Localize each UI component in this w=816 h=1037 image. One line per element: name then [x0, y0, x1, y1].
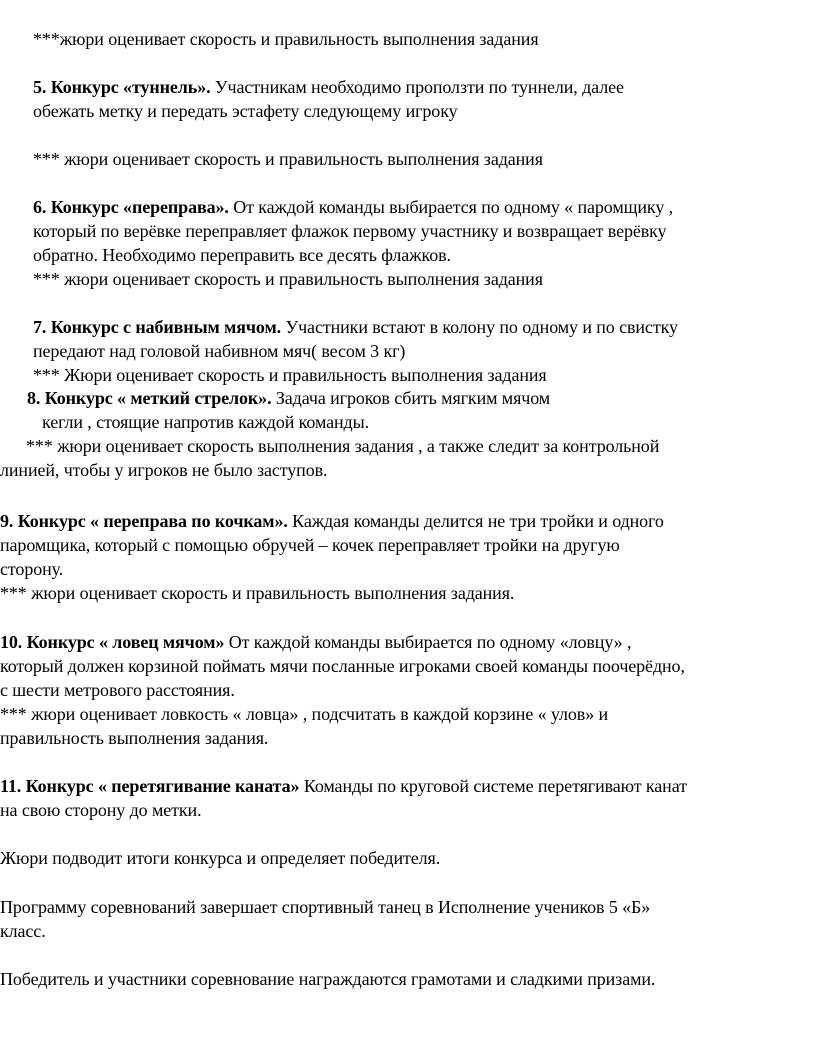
text-line: *** Жюри оценивает скорость и правильность выполнения задания — [33, 365, 547, 385]
section-title: 8. Конкурс « меткий стрелок». — [27, 388, 272, 408]
section-title: 7. Конкурс с набивным мячом. — [33, 317, 282, 337]
section-heading-line: 5. Конкурс «туннель». Участникам необходимо проползти по туннели, далее — [33, 77, 624, 97]
section-heading-line: 8. Конкурс « меткий стрелок». Задача игроков сбить мягким мячом — [27, 388, 551, 408]
text-line: обежать метку и передать эстафету следующему игроку — [33, 101, 458, 121]
text-line: *** жюри оценивает скорость и правильность выполнения задания — [33, 269, 543, 289]
text-line: класс. — [0, 921, 46, 941]
text-line: правильность выполнения задания. — [0, 728, 269, 748]
text-line: Программу соревнований завершает спортивный танец в Исполнение учеников 5 «Б» — [0, 897, 651, 917]
section-heading-line: 7. Конкурс с набивным мячом. Участники встают в колону по одному и по свистку — [33, 317, 678, 337]
text-line: *** жюри оценивает скорость и правильность выполнения задания. — [0, 583, 515, 603]
section-heading-line: 10. Конкурс « ловец мячом» От каждой команды выбирается по одному «ловцу» , — [0, 632, 632, 652]
section-heading-line: 11. Конкурс « перетягивание каната» Команды по круговой системе перетягивают канат — [0, 776, 687, 796]
text-line: линией, чтобы у игроков не было заступов. — [0, 460, 328, 480]
section-heading-line: 6. Конкурс «переправа». От каждой команды выбирается по одному « паромщику , — [33, 197, 674, 217]
text-line: который должен корзиной поймать мячи посланные игроками своей команды поочерёдно, — [0, 656, 685, 676]
section-title: 9. Конкурс « переправа по кочкам». — [0, 511, 288, 531]
section-title: 6. Конкурс «переправа». — [33, 197, 229, 217]
text-line: который по верёвке переправляет флажок первому участнику и возвращает верёвку — [33, 221, 667, 241]
section-title: 10. Конкурс « ловец мячом» — [0, 632, 225, 652]
section-title: 11. Конкурс « перетягивание каната» — [0, 776, 300, 796]
text-line: передают над головой набивном мяч( весом 3 кг) — [33, 341, 406, 361]
text-line: на свою сторону до метки. — [0, 800, 202, 820]
text-line: сторону. — [0, 559, 64, 579]
text-line: Победитель и участники соревнование награждаются грамотами и сладкими призами. — [0, 969, 656, 989]
text-line: *** жюри оценивает скорость и правильность выполнения задания — [33, 149, 543, 169]
text-line: ***жюри оценивает скорость и правильность выполнения задания — [33, 29, 539, 49]
text-line: с шести метрового расстояния. — [0, 680, 235, 700]
text-line: кегли , стоящие напротив каждой команды. — [42, 412, 370, 432]
text-line: *** жюри оценивает скорость выполнения задания , а также следит за контрольной — [26, 436, 660, 456]
text-line: обратно. Необходимо переправить все десять флажков. — [33, 245, 451, 265]
text-line: Жюри подводит итоги конкурса и определяет победителя. — [0, 848, 441, 868]
section-heading-line: 9. Конкурс « переправа по кочкам». Каждая команды делится не три тройки и одного — [0, 511, 664, 531]
text-line: *** жюри оценивает ловкость « ловца» , подсчитать в каждой корзине « улов» и — [0, 704, 609, 724]
section-title: 5. Конкурс «туннель». — [33, 77, 211, 97]
text-line: паромщика, который с помощью обручей – кочек переправляет тройки на другую — [0, 535, 620, 555]
